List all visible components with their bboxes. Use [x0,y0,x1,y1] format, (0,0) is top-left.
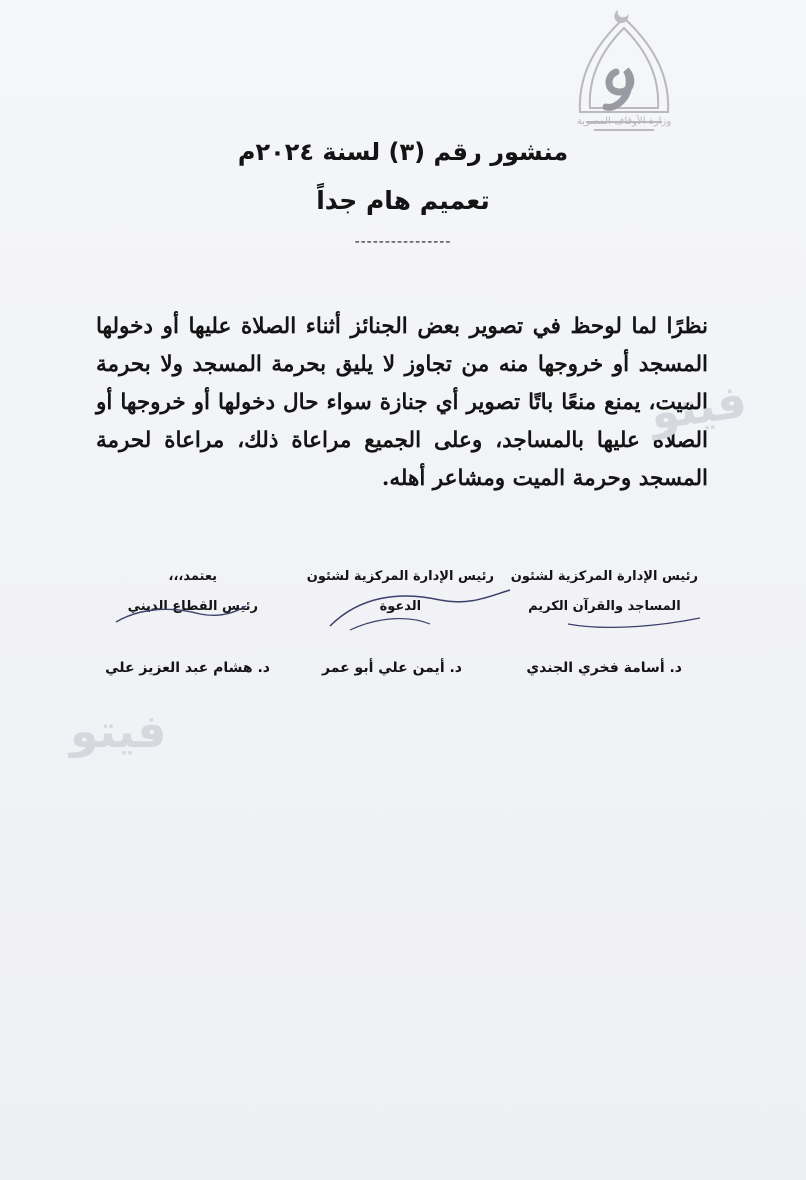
ministry-of-awqaf-emblem-icon [566,4,682,154]
logo-text: وزارة الأوقاف المصرية [576,116,672,127]
watermark-logo-2: فيتو [70,704,167,758]
watermark-logo: فيتو [646,373,750,441]
document-body: نظرًا لما لوحظ في تصوير بعض الجنائز أثناء الصلاة عليها أو دخولها المسجد أو خروجها منه من تجاوز لا يليق بحرمة المسجد ولا بحرمة الميت، يمنع منعًا باتًا تصوير أي جنازة سواء حال دخولها أو خروجها أو الصلاة عليها بالمساجد، وعلى الجميع مراعاة ذلك، مراعاة لحرمة المسجد وحرمة الميت ومشاعر أهله. [96,314,708,491]
signatory-name-2: د. أيمن علي أبو عمر [322,660,462,676]
document-subtitle: تعميم هام جداً [316,186,490,215]
signature-title-3-line-1: يعتمد،،، [168,569,218,584]
document-title: منشور رقم (٣) لسنة ٢٠٢٤م [237,138,569,166]
handwritten-signature-1 [560,608,710,632]
signature-title-3-line-2: رئيس القطاع الديني [127,599,258,614]
handwritten-signature-3 [110,600,250,630]
separator-line: ---------------- [354,234,452,250]
signatory-name-1: د. أسامة فخري الجندي [526,660,682,676]
signature-title-1-line-1: رئيس الإدارة المركزية لشئون [510,569,698,584]
signature-title-2-line-1: رئيس الإدارة المركزية لشئون [306,569,494,584]
signature-title-2-line-2: الدعوة [379,599,422,614]
signature-title-1-line-2: المساجد والقرآن الكريم [528,599,681,614]
signatory-name-3: د. هشام عبد العزيز علي [105,660,270,676]
handwritten-signature-2 [320,586,520,636]
